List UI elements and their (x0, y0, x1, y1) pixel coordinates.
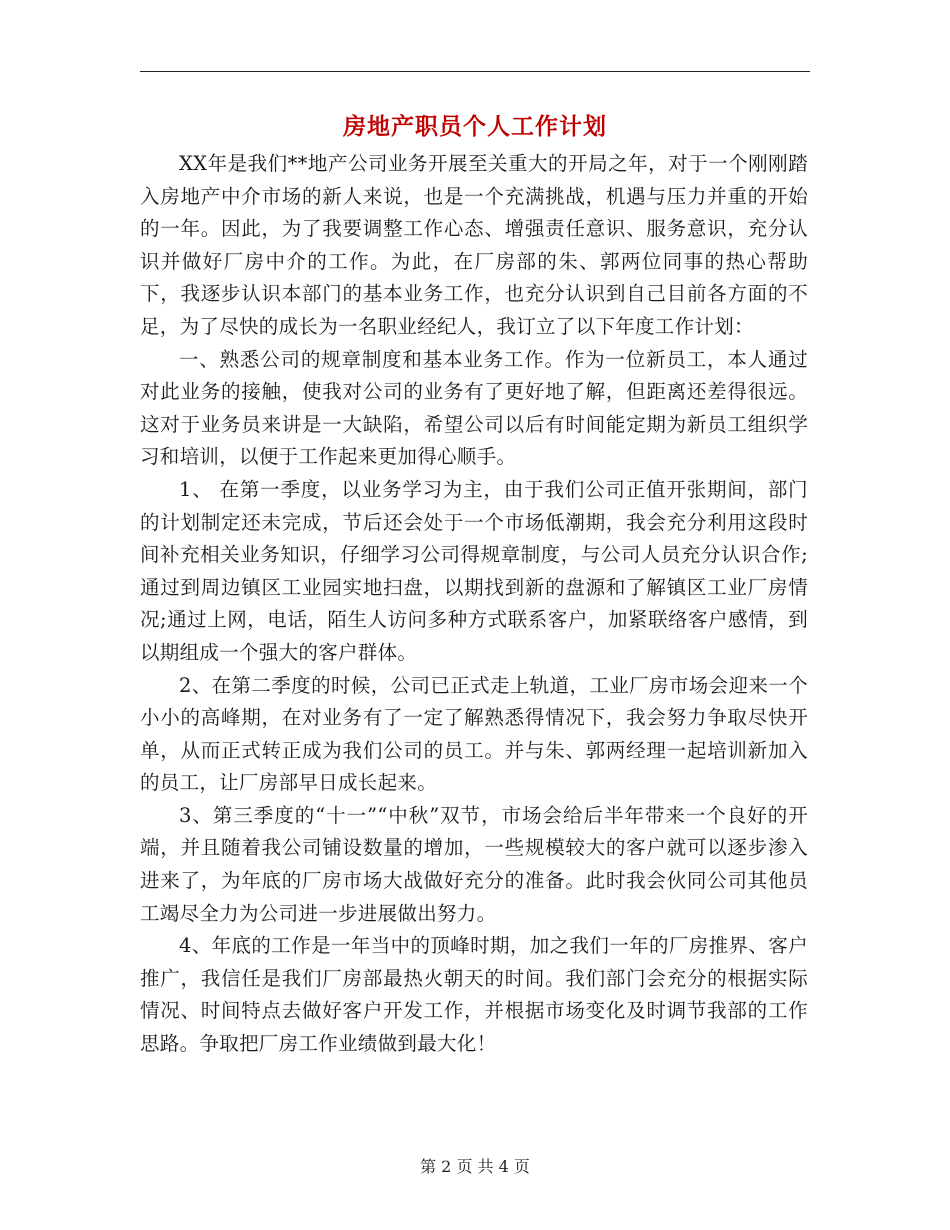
paragraph-q1: 1、 在第一季度，以业务学习为主，由于我们公司正值开张期间，部门的计划制定还未完成，节后还会处于一个市场低潮期，我会充分利用这段时间补充相关业务知识，仔细学习公司得规章制度，与公司人员充分认识合作;通过到周边镇区工业园实地扫盘，以期找到新的盘源和了解镇区工业厂房情况;通过上网，电话，陌生人访问多种方式联系客户，加紧联络客户感情，到以期组成一个强大的客户群体。 (140, 477, 808, 664)
document-title: 房地产职员个人工作计划 (343, 114, 607, 140)
paragraph-section-one: 一、熟悉公司的规章制度和基本业务工作。作为一位新员工，本人通过对此业务的接触，使我对公司的业务有了更好地了解，但距离还差得很远。这对于业务员来讲是一大缺陷，希望公司以后有时间能定期为新员工组织学习和培训，以便于工作起来更加得心顺手。 (140, 347, 808, 469)
document-body (140, 148, 808, 1061)
paragraph-q4: 4、年底的工作是一年当中的顶峰时期，加之我们一年的厂房推界、客户推广，我信任是我们厂房部最热火朝天的时间。我们部门会充分的根据实际情况、时间特点去做好客户开发工作，并根据市场变化及时调节我部的工作思路。争取把厂房工作业绩做到最大化！ (140, 934, 808, 1056)
paragraph-q3: 3、第三季度的“十一”“中秋”双节，市场会给后半年带来一个良好的开端，并且随着我公司铺设数量的增加，一些规模较大的客户就可以逐步渗入进来了，为年底的厂房市场大战做好充分的准备。此时我会伙同公司其他员工竭尽全力为公司进一步进展做出努力。 (140, 803, 808, 925)
header-rule (140, 71, 810, 72)
paragraph-q2: 2、在第二季度的时候，公司已正式走上轨道，工业厂房市场会迎来一个小小的高峰期，在对业务有了一定了解熟悉得情况下，我会努力争取尽快开单，从而正式转正成为我们公司的员工。并与朱、郭两经理一起培训新加入的员工，让厂房部早日成长起来。 (140, 673, 808, 795)
page-number: 第 2 页 共 4 页 (420, 1157, 530, 1176)
paragraph-intro: XX年是我们**地产公司业务开展至关重大的开局之年，对于一个刚刚踏入房地产中介市场的新人来说，也是一个充满挑战，机遇与压力并重的开始的一年。因此，为了我要调整工作心态、增强责任意识、服务意识，充分认识并做好厂房中介的工作。为此，在厂房部的朱、郭两位同事的热心帮助下，我逐步认识本部门的基本业务工作，也充分认识到自己目前各方面的不足，为了尽快的成长为一名职业经纪人，我订立了以下年度工作计划： (140, 152, 808, 338)
